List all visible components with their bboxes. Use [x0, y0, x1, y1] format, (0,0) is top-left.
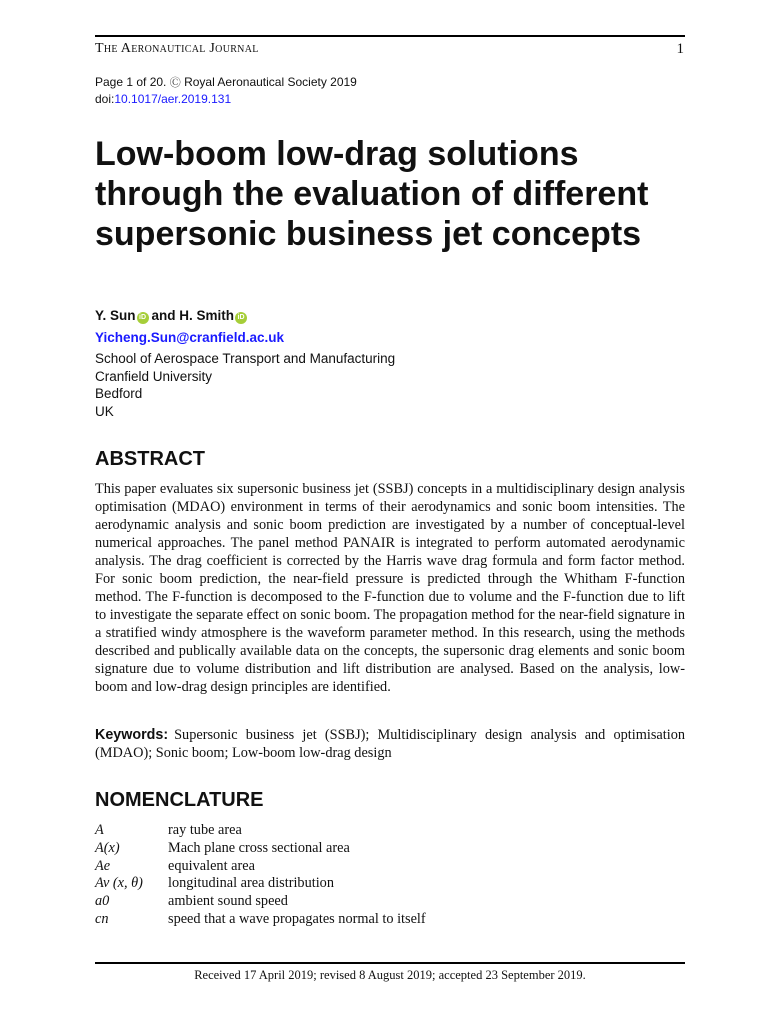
nomenclature-row: [95, 822, 426, 840]
nomenclature-row: [95, 858, 426, 876]
affiliation-line: UK: [95, 403, 114, 419]
orcid-icon[interactable]: iD: [137, 312, 149, 324]
affiliation: [95, 350, 395, 420]
nomenclature-row: [95, 893, 426, 911]
copyright-icon: Ⓒ: [169, 77, 181, 89]
nomenclature-definition: ambient sound speed: [168, 893, 288, 910]
abstract-heading: ABSTRACT: [95, 448, 205, 470]
nomenclature-symbol: a0: [95, 893, 110, 910]
keywords-label: Keywords:: [95, 727, 169, 743]
nomenclature-symbol: cn: [95, 910, 109, 927]
nomenclature-definition: longitudinal area distribution: [168, 875, 334, 892]
author-2: and H. Smith: [151, 308, 235, 323]
nomenclature-symbol: Av (x, θ): [95, 875, 143, 892]
page-copyright-line: [95, 74, 357, 91]
society: Royal Aeronautical Society 2019: [184, 75, 357, 89]
author-1: Y. Sun: [95, 308, 136, 323]
keywords: [95, 726, 685, 762]
page-number: 1: [676, 41, 684, 57]
doi-link[interactable]: 10.1017/aer.2019.131: [114, 92, 232, 106]
received-dates: Received 17 April 2019; revised 8 August 2019; accepted 23 September 2019.: [194, 968, 586, 982]
author-email[interactable]: Yicheng.Sun@cranfield.ac.uk: [95, 330, 284, 345]
abstract-text: This paper evaluates six supersonic business jet (SSBJ) concepts in a multidisciplinary design analysis optimisation (MDAO) environment in terms of their aerodynamics and sonic boom intensities. The aerodynamic analysis and sonic boom prediction are investigated by a number of conceptual-level numerical approaches. The panel method PANAIR is integrated to perform automated aerodynamic analysis. The drag coefficient is corrected by the Harris wave drag formula and form factor method. For sonic boom prediction, the near-field pressure is predicted through the Whitham F-function method. The F-function is decomposed to the F-function due to volume and the F-function due to lift to investigate the separate effect on sonic boom. The propagation method for the near-field signature in a stratified windy atmosphere is the waveform parameter method. In this research, using the methods described and publically available data on the concepts, the supersonic drag elements and sonic boom signature due to volume distribution and lift distribution are analysed. Based on the analysis, low-boom and low-drag design principles are identified.: [95, 481, 685, 695]
affiliation-line: Cranfield University: [95, 368, 213, 384]
nomenclature-row: [95, 875, 426, 893]
nomenclature-row: [95, 840, 426, 858]
nomenclature-definition: speed that a wave propagates normal to itself: [168, 910, 426, 927]
doi-line: [95, 91, 357, 107]
nomenclature-list: [95, 822, 426, 929]
affiliation-line: School of Aerospace Transport and Manufacturing: [95, 351, 396, 366]
authors: [95, 308, 250, 324]
nomenclature-definition: equivalent area: [168, 857, 255, 874]
doi-label: doi:: [95, 92, 115, 106]
nomenclature-heading: NOMENCLATURE: [95, 789, 264, 811]
nomenclature-symbol: A(x): [95, 839, 120, 856]
page-info: Page 1 of 20.: [95, 75, 167, 89]
orcid-icon[interactable]: iD: [235, 312, 247, 324]
nomenclature-definition: Mach plane cross sectional area: [168, 839, 350, 856]
journal-name: The Aeronautical Journal: [95, 41, 259, 56]
nomenclature-definition: ray tube area: [168, 822, 242, 838]
header-rule: [95, 35, 685, 37]
affiliation-line: Bedford: [95, 386, 143, 401]
paper-title: Low-boom low-drag solutions through the evaluation of different supersonic business jet concepts: [95, 135, 649, 253]
keywords-text: Supersonic business jet (SSBJ); Multidisciplinary design analysis and optimisation (MDAO); Sonic boom; Low-boom low-drag design: [95, 727, 685, 761]
nomenclature-row: [95, 911, 426, 929]
footer-rule: [95, 962, 685, 964]
nomenclature-symbol: Ae: [95, 857, 111, 874]
nomenclature-symbol: A: [95, 822, 104, 838]
article-meta: [95, 74, 357, 107]
